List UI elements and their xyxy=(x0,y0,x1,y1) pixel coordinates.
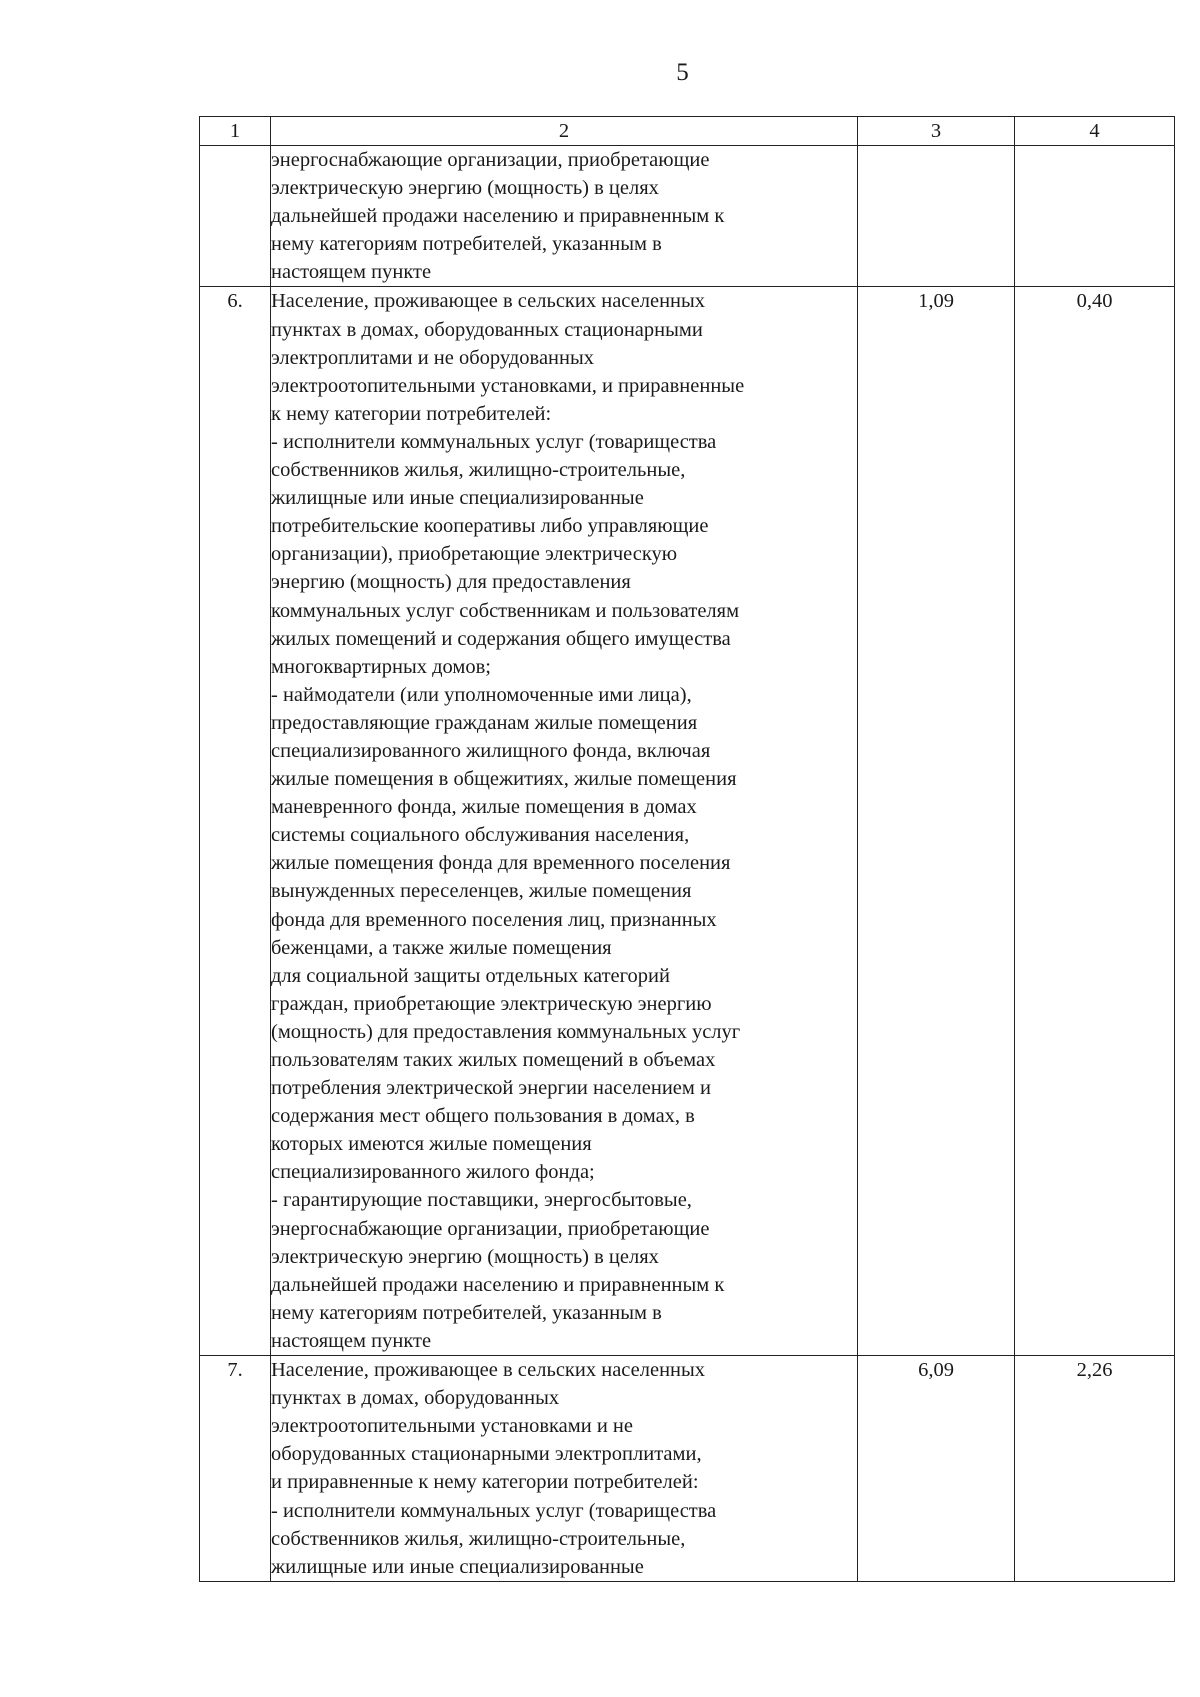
description-line: электроотопительными установками, и приравненные xyxy=(271,374,745,397)
description-line: дальнейшей продажи населению и приравненным к xyxy=(271,205,725,228)
description-line: многоквартирных домов; xyxy=(271,655,491,678)
description-line: - гарантирующие поставщики, энергосбытовые, xyxy=(271,1189,692,1212)
description-line: настоящем пункте xyxy=(271,261,432,284)
tariff-table xyxy=(199,116,1175,1582)
row-value-col4: 2,26 xyxy=(1015,1356,1175,1582)
description-line: - наймодатели (или уполномоченные ими лица), xyxy=(271,683,692,706)
row-number: 7. xyxy=(200,1356,271,1582)
description-line: маневренного фонда, жилые помещения в домах xyxy=(271,796,697,819)
table-row xyxy=(200,287,1175,1356)
description-line: к нему категории потребителей: xyxy=(271,402,552,425)
description-line: нему категориям потребителей, указанным в xyxy=(271,233,662,256)
description-line: потребления электрической энергии населением и xyxy=(271,1077,711,1100)
row-value-col4: 0,40 xyxy=(1015,287,1175,1356)
description-line: Население, проживающее в сельских населенных xyxy=(271,290,706,313)
header-cell-1: 1 xyxy=(200,117,271,146)
description-line: граждан, приобретающие электрическую энергию xyxy=(271,992,712,1015)
row-description xyxy=(271,146,858,287)
description-line: дальнейшей продажи населению и приравненным к xyxy=(271,1273,725,1296)
description-line: пользователям таких жилых помещений в объемах xyxy=(271,1049,716,1071)
page-number: 5 xyxy=(676,59,689,86)
description-line: организации), приобретающие электрическую xyxy=(271,543,678,566)
description-line: нему категориям потребителей, указанным в xyxy=(271,1301,662,1324)
description-line: фонда для временного поселения лиц, признанных xyxy=(271,908,717,931)
description-line: специализированного жилого фонда; xyxy=(271,1161,595,1184)
description-line: электрическую энергию (мощность) в целях xyxy=(271,177,659,200)
description-line: (мощность) для предоставления коммунальных услуг xyxy=(271,1020,741,1043)
description-line: предоставляющие гражданам жилые помещения xyxy=(271,711,698,734)
description-line: - исполнители коммунальных услуг (товарищества xyxy=(271,1499,717,1522)
description-line: жилые помещения фонда для временного поселения xyxy=(271,852,731,875)
row-description xyxy=(271,1356,858,1582)
row-value-col3 xyxy=(858,146,1015,287)
description-line: Население, проживающее в сельских населенных xyxy=(271,1359,706,1382)
row-description xyxy=(271,287,858,1356)
description-line: потребительские кооперативы либо управляющие xyxy=(271,515,709,538)
description-line: собственников жилья, жилищно-строительные, xyxy=(271,459,686,482)
row-number xyxy=(200,146,271,287)
description-line: жилищные или иные специализированные xyxy=(271,1555,644,1578)
description-line: коммунальных услуг собственникам и пользователям xyxy=(271,599,740,622)
row-value-col3: 1,09 xyxy=(858,287,1015,1356)
description-line: электрическую энергию (мощность) в целях xyxy=(271,1245,659,1268)
description-line: электроотопительными установками и не xyxy=(271,1415,634,1438)
description-line: электроплитами и не оборудованных xyxy=(271,346,595,369)
header-cell-4: 4 xyxy=(1015,117,1175,146)
description-line: вынужденных переселенцев, жилые помещения xyxy=(271,880,692,903)
description-line: энергоснабжающие организации, приобретающие xyxy=(271,149,710,171)
description-line: собственников жилья, жилищно-строительные, xyxy=(271,1527,686,1550)
description-line: жилые помещения в общежитиях, жилые помещения xyxy=(271,768,737,791)
description-line: пунктах в домах, оборудованных xyxy=(271,1387,560,1410)
description-line: - исполнители коммунальных услуг (товарищества xyxy=(271,430,717,453)
table-header-row xyxy=(200,117,1175,146)
description-line: которых имеются жилые помещения xyxy=(271,1133,592,1156)
description-line: содержания мест общего пользования в домах, в xyxy=(271,1105,695,1128)
description-line: жилищные или иные специализированные xyxy=(271,487,644,510)
row-value-col4 xyxy=(1015,146,1175,287)
description-line: и приравненные к нему категории потребителей: xyxy=(271,1471,699,1494)
table-row xyxy=(200,1356,1175,1582)
description-line: беженцами, а также жилые помещения xyxy=(271,936,612,959)
description-line: настоящем пункте xyxy=(271,1329,432,1352)
description-line: жилых помещений и содержания общего имущества xyxy=(271,627,731,650)
table-row xyxy=(200,146,1175,287)
row-number: 6. xyxy=(200,287,271,1356)
description-line: специализированного жилищного фонда, включая xyxy=(271,739,711,762)
description-line: системы социального обслуживания населения, xyxy=(271,824,690,847)
description-line: пунктах в домах, оборудованных стационарными xyxy=(271,318,703,341)
header-cell-2: 2 xyxy=(271,117,858,146)
description-line: энергоснабжающие организации, приобретающие xyxy=(271,1217,710,1240)
description-line: для социальной защиты отдельных категорий xyxy=(271,964,670,987)
header-cell-3: 3 xyxy=(858,117,1015,146)
row-value-col3: 6,09 xyxy=(858,1356,1015,1582)
description-line: энергию (мощность) для предоставления xyxy=(271,571,631,594)
description-line: оборудованных стационарными электроплитами, xyxy=(271,1443,702,1466)
